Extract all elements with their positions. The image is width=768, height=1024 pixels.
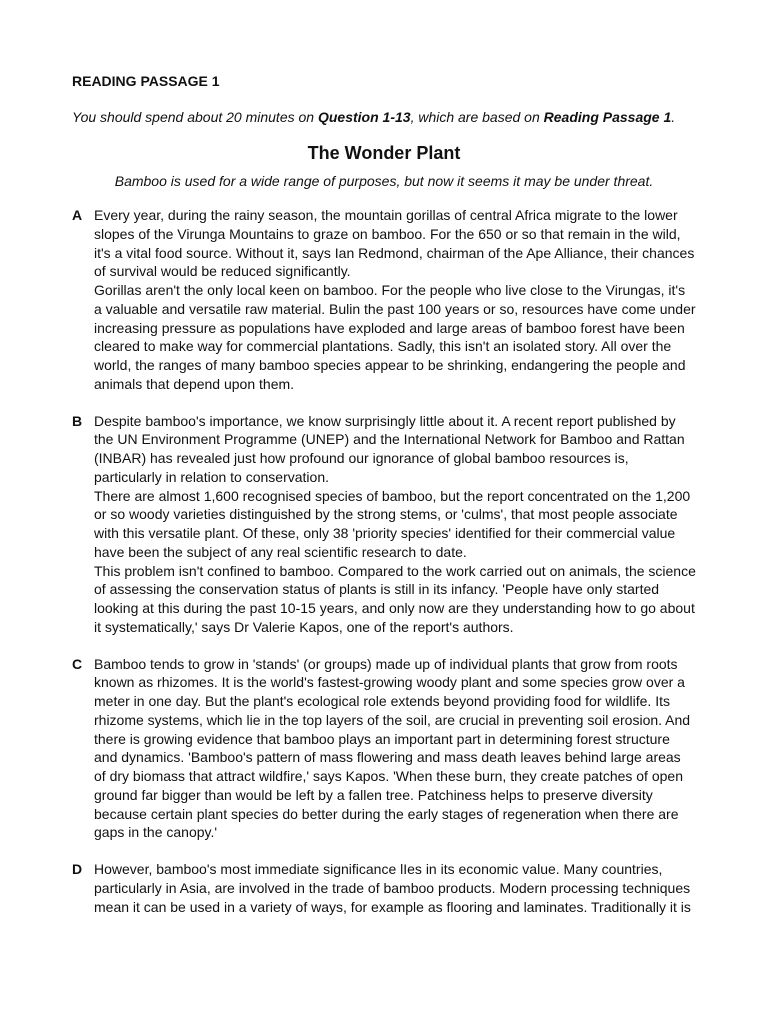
passage-title: The Wonder Plant [307, 143, 461, 163]
paragraph: There are almost 1,600 recognised species of bamboo, but the report concentrated on the 1,200 or so woody varieties distinguished by the strong stems, or 'culms', that most people associate with this versatile plant. Of these, only 38 'priority species' identified for their commercial value have been the subject of any real scientific research to date. [94, 487, 691, 560]
section-d [72, 860, 696, 916]
instruction-prefix: You should spend about 20 minutes on [72, 109, 318, 125]
section-letter: C [72, 655, 83, 672]
paragraph: Every year, during the rainy season, the mountain gorillas of central Africa migrate to the lower slopes of the Virunga Mountains to graze on bamboo. For the 650 or so that remain in the wild, it's a vital food source. Without it, says Ian Redmond, chairman of the Ape Alliance, their chances of survival would be reduced significantly. [94, 207, 695, 280]
section-letter: D [72, 861, 83, 877]
paragraph: This problem isn't confined to bamboo. Compared to the work carried out on animals, the science of assessing the conservation status of plants is still in its infancy. 'People have only started looking at this during the past 10-15 years, and only now are they understanding how to go about it systematically,' says Dr Valerie Kapos, one of the report's authors. [94, 562, 696, 635]
section-b [72, 412, 696, 637]
section-letter: A [72, 207, 83, 223]
paragraph: However, bamboo's most immediate significance lIes in its economic value. Many countries, particularly in Asia, are involved in the trade of bamboo products. Modern processing techniques mean it can be used in a variety of ways, for example as flooring and laminates. Traditionally it is [94, 861, 691, 915]
section-a [72, 206, 696, 394]
instruction-passage: Reading Passage 1 [543, 109, 672, 125]
paragraph: Bamboo tends to grow in 'stands' (or groups) made up of individual plants that grow from roots known as rhizomes. It is the world's fastest-growing woody plant and some species grow over a meter in one day. But the plant's ecological role extends beyond providing food for wildlife. Its rhizome systems, which lie in the top layers of the soil, are crucial in preventing soil erosion. And there is growing evidence that bamboo plays an important part in determining forest structure and dynamics. 'Bamboo's pattern of mass flowering and mass death leaves behind large areas of dry biomass that attract wildfire,' says Kapos. 'When these burn, they create patches of open ground far bigger than would be left by a fallen tree. Patchiness helps to preserve diversity because certain plant species do better during the early stages of regeneration when there are gaps in the canopy.' [94, 655, 691, 841]
paragraph: Gorillas aren't the only local keen on bamboo. For the people who live close to the Virungas, it's a valuable and versatile raw material. Bulin the past 100 years or so, resources have come under increasing pressure as populations have exploded and large areas of bamboo forest have been cleared to make way for commercial plantations. Sadly, this isn't an isolated story. All over the world, the ranges of many bamboo species appear to be shrinking, endangering the people and animals that depend upon them. [94, 282, 696, 392]
passage-subtitle: Bamboo is used for a wide range of purposes, but now it seems it may be under threat. [114, 173, 654, 189]
instruction-suffix: . [671, 109, 676, 125]
passage-heading: READING PASSAGE 1 [72, 73, 220, 89]
section-letter: B [72, 412, 83, 429]
paragraph: Despite bamboo's importance, we know surprisingly little about it. A recent report published by the UN Environment Programme (UNEP) and the International Network for Bamboo and Rattan (INBAR) has revealed just how profound our ignorance of global bamboo resources is, particularly in relation to conservation. [94, 412, 685, 485]
section-c [72, 655, 696, 843]
instruction-questions: Question 1-13 [317, 109, 411, 125]
instruction-middle: , which are based on [410, 109, 544, 125]
instruction-text [72, 108, 696, 126]
